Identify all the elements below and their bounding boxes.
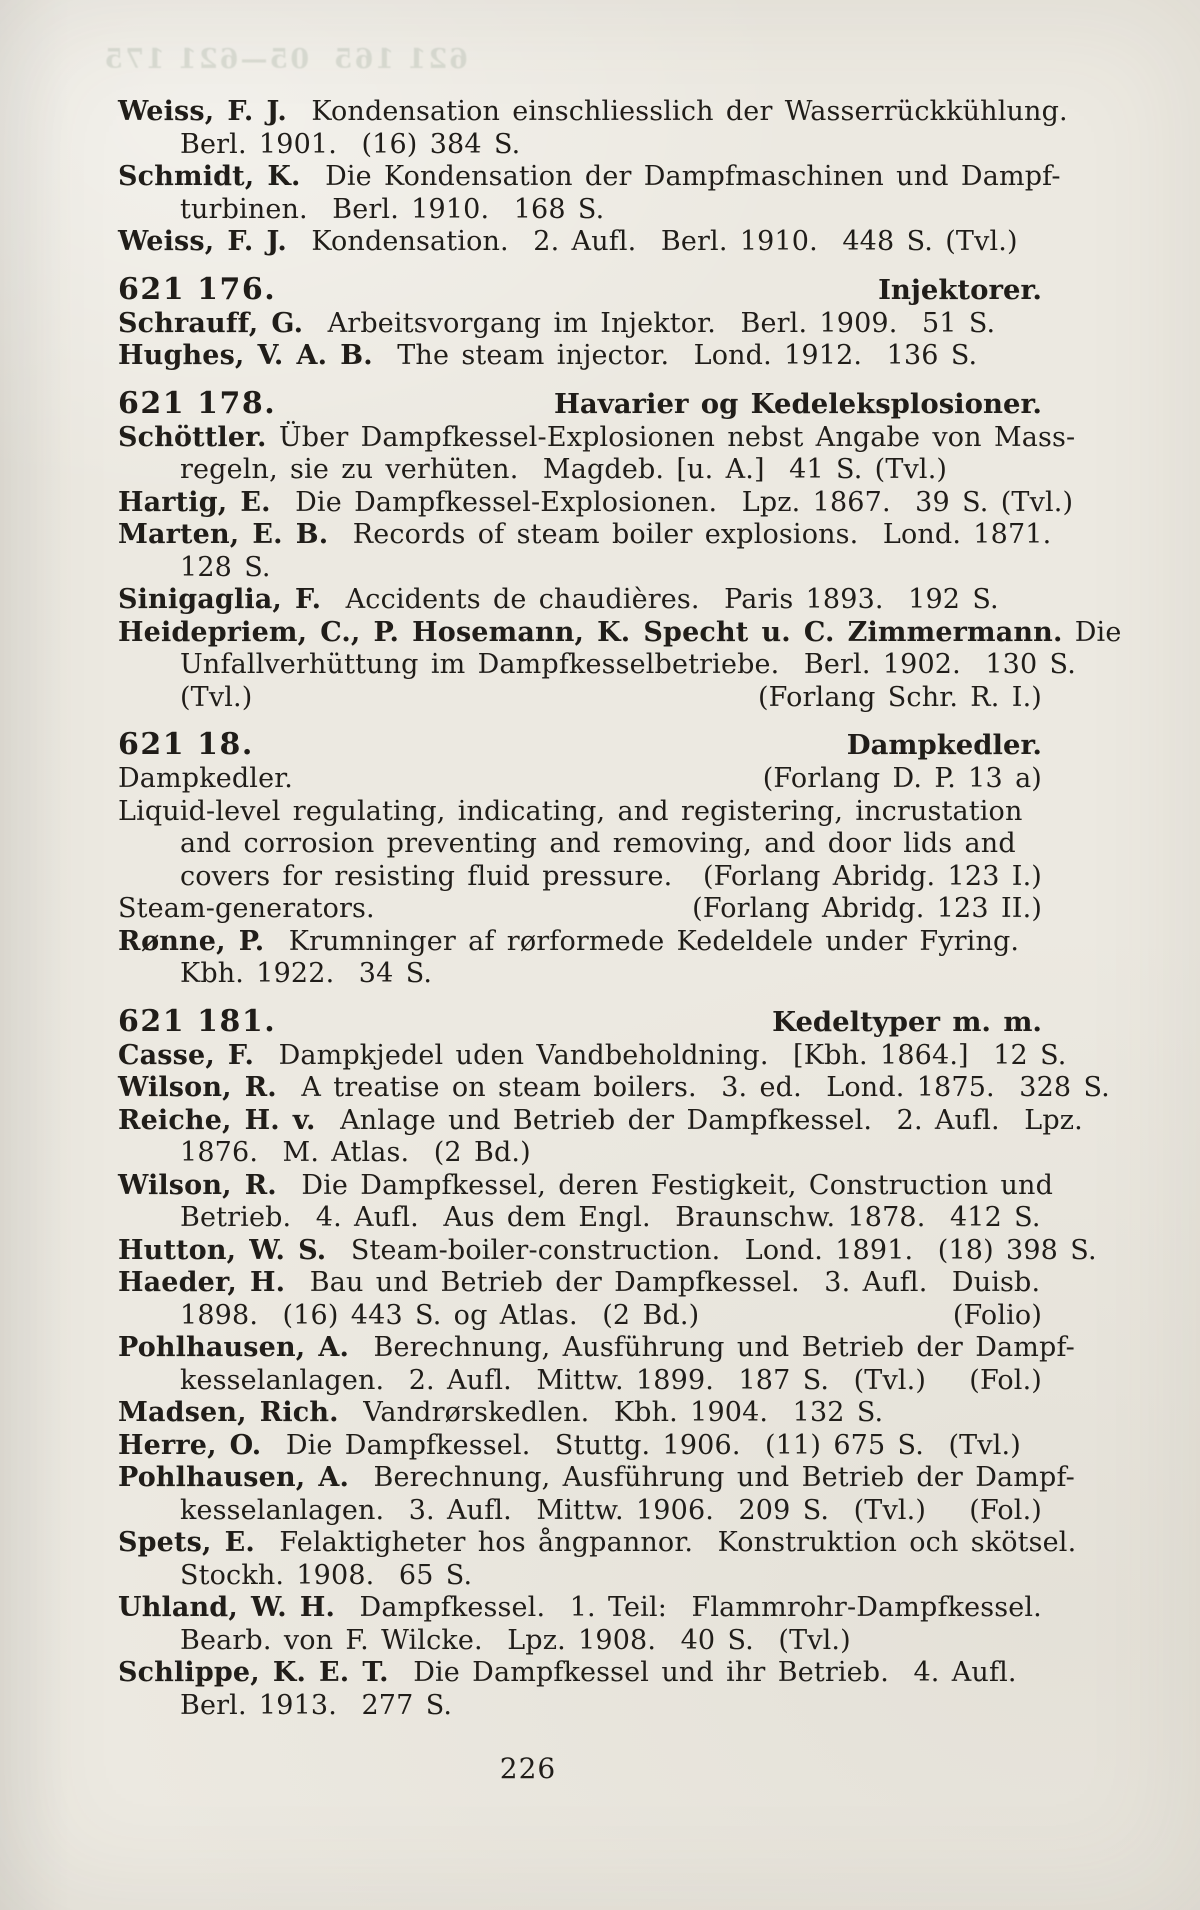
catalog-entry — [118, 1332, 1075, 1397]
entry-line — [118, 552, 1042, 585]
entry-text: Dampfkessel. 1. Teil: Flammrohr-Dampfkessel. — [335, 1592, 1042, 1623]
entry-line — [118, 226, 1042, 259]
right-note: (Fol.) — [969, 1494, 1042, 1526]
section-number: 621 181. — [118, 1003, 277, 1039]
author-name: Weiss, F. J. — [118, 96, 287, 127]
catalog-entry — [118, 763, 1042, 796]
bleed-through-running-head: 621 165 05—621 175 — [102, 44, 468, 75]
entry-text: Kondensation einschliesslich der Wasserrückkühlung. — [286, 96, 1068, 127]
entry-line — [118, 796, 1042, 829]
entry-line — [118, 1234, 1097, 1268]
entry-line — [118, 1104, 1083, 1138]
entry-text: Die Dampfkessel, deren Festigkeit, Construction und — [276, 1169, 1054, 1201]
section-row — [118, 272, 1042, 308]
catalog-entry — [118, 226, 1042, 259]
catalog-entry — [118, 1072, 1110, 1105]
entry-text: Bearb. von F. Wilcke. Lpz. 1908. 40 S. (Tvl.) — [180, 1624, 851, 1656]
entry-line — [118, 1560, 1042, 1593]
entry-text: Accidents de chaudières. Paris 1893. 192 S. — [321, 584, 999, 615]
catalog-entry — [118, 584, 1042, 617]
entry-line — [118, 958, 1042, 991]
author-name: Schlippe, K. E. T. — [118, 1657, 389, 1688]
entry-text: Berl. 1913. 277 S. — [180, 1689, 453, 1721]
entry-text: Steam-generators. — [118, 893, 375, 924]
entry-line — [118, 861, 1042, 894]
right-note: (Forlang Abridg. 123 I.) — [702, 860, 1042, 892]
entry-line — [118, 1202, 1042, 1235]
section-number: 621 176. — [118, 271, 277, 307]
entry-text: Die Dampfkessel-Explosionen. Lpz. 1867. 39 S. (Tvl.) — [270, 486, 1074, 518]
catalog-entry — [118, 1430, 1042, 1463]
entry-text: Felaktigheter hos ångpannor. Konstruktion och skötsel. — [254, 1527, 1077, 1558]
entry-line — [118, 893, 1042, 926]
author-name: Haeder, H. — [118, 1267, 286, 1298]
section-heading: Kedeltyper m. m. — [772, 1005, 1042, 1038]
catalog-entry — [118, 421, 1076, 487]
author-name: Sinigaglia, F. — [118, 584, 322, 615]
entry-text: Liquid-level regulating, indicating, and registering, incrustation — [118, 795, 1023, 827]
author-name: Heidepriem, C., P. Hosemann, K. Specht u. C. Zimmermann. — [118, 616, 1063, 648]
entry-text: turbinen. Berl. 1910. 168 S. — [180, 193, 605, 225]
author-name: Schmidt, K. — [118, 161, 301, 192]
entry-line — [118, 340, 1042, 373]
entry-text: Records of steam boiler explosions. Lond. 1871. — [328, 519, 1052, 550]
entry-text: kesselanlagen. 3. Aufl. Mittw. 1906. 209 S. (Tvl.) — [180, 1494, 927, 1526]
author-name: Marten, E. B. — [118, 519, 329, 550]
text-column — [118, 96, 1122, 1722]
entry-text: Krumninger af rørformede Kedeldele under Fyring. — [264, 925, 1020, 957]
section-heading: Injektorer. — [878, 273, 1042, 306]
entry-text: 1898. (16) 443 S. og Atlas. (2 Bd.) — [180, 1299, 700, 1331]
entry-text: Berechnung, Ausführung und Betrieb der Dampf- — [349, 1332, 1075, 1363]
entry-text: Die Dampfkessel und ihr Betrieb. 4. Aufl. — [388, 1657, 1017, 1688]
entry-text: Über Dampfkessel-Explosionen nebst Angabe von Mass- — [266, 421, 1076, 453]
entry-line — [118, 763, 1042, 796]
catalog-entry — [118, 1039, 1067, 1073]
section-row — [118, 727, 1042, 763]
author-name: Schrauff, G. — [118, 307, 304, 339]
entry-line — [118, 1592, 1042, 1625]
entry-line — [118, 1397, 1042, 1430]
section-heading: Havarier og Kedeleksplosioner. — [553, 387, 1042, 420]
catalog-entry — [118, 96, 1068, 161]
author-name: Pohlhausen, A. — [118, 1462, 349, 1493]
entry-line — [118, 1365, 1042, 1398]
author-name: Hartig, E. — [118, 486, 271, 518]
entry-text: Kbh. 1922. 34 S. — [180, 958, 433, 989]
entry-line — [118, 682, 1042, 715]
entry-line — [118, 308, 1042, 341]
entry-line — [118, 616, 1122, 650]
entry-text: A treatise on steam boilers. 3. ed. Lond. 1875. 328 S. — [276, 1072, 1110, 1103]
catalog-entry — [118, 1104, 1083, 1170]
catalog-entry — [118, 1234, 1097, 1268]
entry-text: (Tvl.) — [180, 681, 253, 713]
catalog-entry — [118, 1527, 1077, 1592]
author-name: Pohlhausen, A. — [118, 1332, 349, 1363]
author-name: Casse, F. — [118, 1039, 255, 1071]
author-name: Schöttler. — [118, 421, 267, 453]
catalog-entry — [118, 486, 1074, 520]
catalog-entry — [118, 161, 1061, 226]
entry-line — [118, 1625, 1042, 1658]
entry-line — [118, 1169, 1054, 1203]
entry-line — [118, 1267, 1042, 1300]
entry-line — [118, 1137, 1042, 1170]
author-name: Herre, O. — [118, 1429, 262, 1461]
catalog-entry — [118, 926, 1042, 991]
entry-line — [118, 96, 1068, 129]
catalog-entry — [118, 1267, 1042, 1332]
entry-line — [118, 1300, 1042, 1333]
catalog-entry — [118, 1592, 1042, 1657]
author-name: Weiss, F. J. — [118, 226, 287, 257]
section-row — [118, 1004, 1042, 1040]
entry-line — [118, 1430, 1042, 1463]
entry-line — [118, 1072, 1110, 1105]
entry-text: Anlage und Betrieb der Dampfkessel. 2. Aufl. Lpz. — [315, 1104, 1083, 1136]
entry-line — [118, 584, 1042, 617]
entry-line — [118, 194, 1042, 227]
catalog-entry — [118, 1462, 1075, 1527]
catalog-entry — [118, 616, 1122, 715]
entry-text: Arbeitsvorgang im Injektor. Berl. 1909. 51 S. — [303, 307, 996, 339]
entry-text: Stockh. 1908. 65 S. — [180, 1559, 473, 1591]
catalog-entry — [118, 1397, 1042, 1430]
author-name: Hughes, V. A. B. — [118, 340, 373, 371]
entry-text: Berl. 1901. (16) 384 S. — [180, 128, 521, 160]
entry-line — [118, 1527, 1077, 1560]
entry-line — [118, 161, 1061, 194]
catalog-entry — [118, 796, 1042, 894]
entry-line — [118, 1462, 1075, 1495]
author-name: Reiche, H. v. — [118, 1104, 316, 1136]
author-name: Hutton, W. S. — [118, 1234, 327, 1266]
right-note: (Fol.) — [969, 1364, 1042, 1396]
entry-line — [118, 828, 1042, 861]
catalog-entry — [118, 519, 1052, 584]
section-number: 621 18. — [118, 727, 254, 762]
entry-line — [118, 421, 1076, 455]
entry-text: 1876. M. Atlas. (2 Bd.) — [180, 1137, 531, 1168]
entry-text: Vandrørskedlen. Kbh. 1904. 132 S. — [338, 1397, 884, 1428]
right-note: (Forlang D. P. 13 a) — [762, 763, 1042, 794]
right-note: (Forlang Schr. R. I.) — [757, 681, 1042, 713]
page-number: 226 — [499, 1752, 557, 1785]
entry-text: Unfallverhüttung im Dampfkesselbetriebe. Berl. 1902. 130 S. — [180, 649, 1076, 680]
author-name: Madsen, Rich. — [118, 1397, 339, 1428]
entry-line — [118, 926, 1042, 959]
entry-text: Dampkedler. — [118, 763, 294, 794]
right-note: (Folio) — [952, 1299, 1042, 1331]
entry-text: The steam injector. Lond. 1912. 136 S. — [372, 340, 978, 371]
entry-text: Steam-boiler-construction. Lond. 1891. (18) 398 S. — [326, 1234, 1097, 1266]
author-name: Uhland, W. H. — [118, 1592, 336, 1623]
author-name: Rønne, P. — [118, 925, 265, 957]
entry-text: and corrosion preventing and removing, and door lids and — [180, 828, 1016, 859]
section-row — [118, 386, 1042, 422]
catalog-entry — [118, 893, 1042, 926]
entry-text: Die Dampfkessel. Stuttg. 1906. (11) 675 S. (Tvl.) — [261, 1429, 1021, 1461]
section-number: 621 178. — [118, 385, 277, 421]
entry-line — [118, 1332, 1075, 1365]
entry-line — [118, 129, 1042, 162]
entry-text: 128 S. — [180, 551, 271, 583]
entry-text: Berechnung, Ausführung und Betrieb der Dampf- — [349, 1462, 1075, 1493]
entry-line — [118, 519, 1052, 552]
author-name: Wilson, R. — [118, 1169, 277, 1201]
entry-line — [118, 1039, 1067, 1073]
entry-text: Die — [1062, 616, 1122, 648]
entry-line — [118, 1690, 1042, 1723]
entry-line — [118, 454, 1042, 487]
entry-text: Dampkjedel uden Vandbeholdning. [Kbh. 1864.] 12 S. — [254, 1039, 1067, 1071]
entry-line — [118, 1657, 1042, 1690]
section-heading: Dampkedler. — [846, 729, 1042, 761]
entry-text: Bau und Betrieb der Dampfkessel. 3. Aufl. Duisb. — [285, 1267, 1041, 1298]
entry-line — [118, 649, 1076, 682]
catalog-entry — [118, 1657, 1042, 1722]
entry-text: kesselanlagen. 2. Aufl. Mittw. 1899. 187 S. (Tvl.) — [180, 1364, 927, 1396]
catalog-entry — [118, 308, 1042, 341]
author-name: Wilson, R. — [118, 1072, 277, 1103]
catalog-entry — [118, 1169, 1054, 1235]
entry-line — [118, 1495, 1042, 1528]
entry-text: Die Kondensation der Dampfmaschinen und Dampf- — [300, 161, 1061, 192]
catalog-entry — [118, 340, 1042, 373]
entry-text: Betrieb. 4. Aufl. Aus dem Engl. Braunschw. 1878. 412 S. — [180, 1202, 1041, 1233]
entry-text: covers for resisting fluid pressure. — [180, 860, 673, 892]
entry-text: Kondensation. 2. Aufl. Berl. 1910. 448 S. (Tvl.) — [286, 226, 1018, 257]
entry-text: regeln, sie zu verhüten. Magdeb. [u. A.] 41 S. (Tvl.) — [180, 454, 948, 485]
author-name: Spets, E. — [118, 1527, 255, 1558]
entry-line — [118, 486, 1074, 520]
right-note: (Forlang Abridg. 123 II.) — [692, 893, 1042, 924]
